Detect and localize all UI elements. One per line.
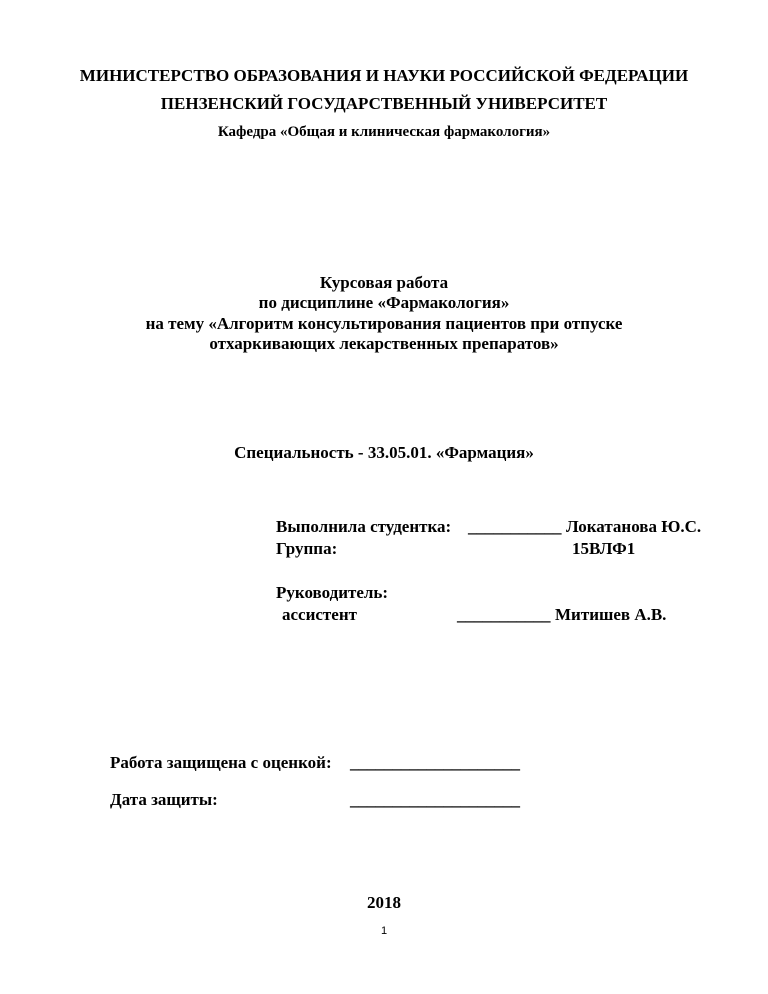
supervisor-name: Митишев А.В. [555,605,667,624]
department-heading: Кафедра «Общая и клиническая фармакология» [217,124,551,140]
supervisor-label: Руководитель: [276,583,389,602]
topic-line-2: отхаркивающих лекарственных препаратов» [209,334,559,353]
supervisor-position: ассистент [282,605,357,624]
grade-label: Работа защищена с оценкой: [110,753,332,772]
grade-blank: ____________________ [350,753,520,772]
page-number: 1 [380,925,388,937]
author-name: Локатанова Ю.С. [566,517,702,536]
work-type: Курсовая работа [319,273,449,292]
year: 2018 [367,893,401,912]
author-signature-blank: ___________ [468,517,562,536]
university-heading: ПЕНЗЕНСКИЙ ГОСУДАРСТВЕННЫЙ УНИВЕРСИТЕТ [160,94,608,113]
defense-date-label: Дата защиты: [110,790,218,809]
supervisor-signature-blank: ___________ [457,605,551,624]
author-label: Выполнила студентка: [276,517,452,536]
specialty: Специальность - 33.05.01. «Фармация» [234,443,534,462]
ministry-heading: МИНИСТЕРСТВО ОБРАЗОВАНИЯ И НАУКИ РОССИЙСКОЙ ФЕДЕРАЦИИ [79,66,689,85]
defense-date-blank: ____________________ [350,790,520,809]
topic-line-1: на тему «Алгоритм консультирования пациентов при отпуске [145,314,623,333]
group-value: 15ВЛФ1 [572,539,636,558]
group-label: Группа: [276,539,338,558]
discipline: по дисциплине «Фармакология» [258,293,510,312]
